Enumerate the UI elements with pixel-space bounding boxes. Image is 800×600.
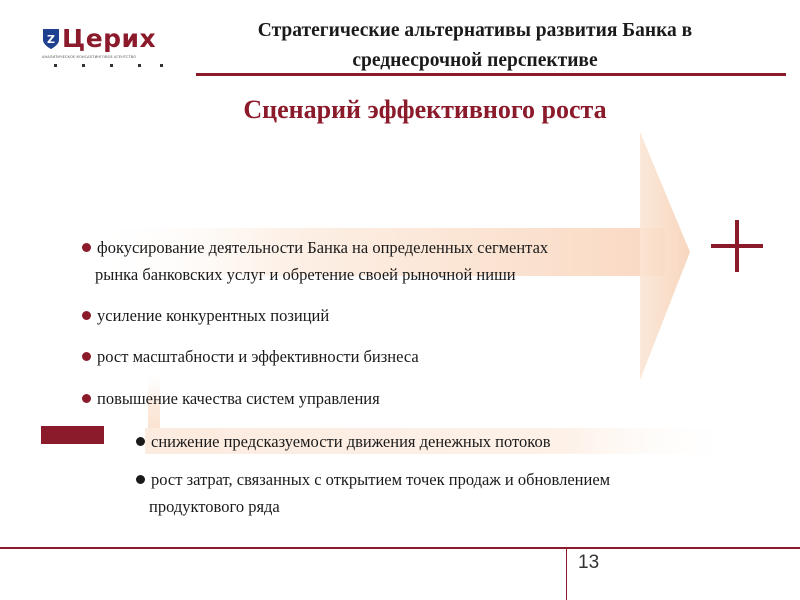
footer-vertical-divider xyxy=(566,547,567,600)
logo-tagline: АНАЛИТИЧЕСКОЕ КОНСАЛТИНГОВОЕ АГЕНТСТВО xyxy=(42,55,137,59)
positive-item-text: фокусирование деятельности Банка на определенных сегментах xyxy=(97,238,549,257)
slide-title-line-2: среднесрочной перспективе xyxy=(352,50,598,71)
positive-item-text: рост масштабности и эффективности бизнеса xyxy=(97,347,419,366)
positive-item-text: усиление конкурентных позиций xyxy=(97,306,330,325)
logo-name: Церих xyxy=(62,24,157,53)
arrow-head xyxy=(640,132,690,380)
negative-item xyxy=(136,428,551,455)
negative-item-text: рост затрат, связанных с открытием точек продаж и обновлением xyxy=(151,470,611,489)
negative-item-text: снижение предсказуемости движения денежных потоков xyxy=(151,432,551,451)
bullet-dot-icon xyxy=(82,394,91,403)
plus-icon xyxy=(708,216,768,276)
bullet-dot-icon xyxy=(82,311,91,320)
svg-text:Z: Z xyxy=(47,33,55,46)
negative-item-text: продуктового ряда xyxy=(149,497,280,516)
positive-item-continuation xyxy=(95,261,516,288)
footer-divider xyxy=(0,547,800,549)
page-number: 13 xyxy=(578,552,600,573)
positive-item-text: рынка банковских услуг и обретение своей рыночной ниши xyxy=(95,265,516,284)
bullet-dot-icon xyxy=(136,437,145,446)
negative-item xyxy=(136,466,610,493)
positive-item xyxy=(82,234,548,261)
minus-marker xyxy=(41,426,104,444)
slide-title-line-1: Стратегические альтернативы развития Банка в xyxy=(257,20,693,41)
positive-item xyxy=(82,343,419,370)
bullet-dot-icon xyxy=(82,352,91,361)
positive-item xyxy=(82,302,329,329)
bullet-dot-icon xyxy=(82,243,91,252)
positive-item xyxy=(82,385,380,412)
scenario-title: Сценарий эффективного роста xyxy=(243,95,607,124)
negative-item-continuation xyxy=(149,493,280,520)
positive-item-text: повышение качества систем управления xyxy=(97,389,380,408)
bullet-dot-icon xyxy=(136,475,145,484)
